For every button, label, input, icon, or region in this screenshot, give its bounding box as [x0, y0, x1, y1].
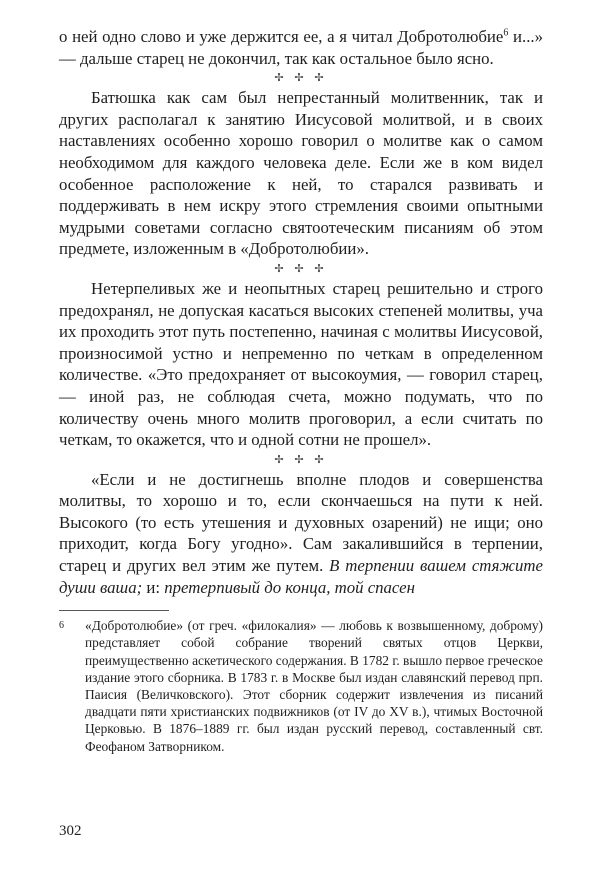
paragraph-1: о ней одно слово и уже держится ее, а я читал Добротолюбие$^6$ и...» — дальше старец не докончил, так как остальное было ясно. [59, 27, 544, 68]
footnote-text: «Добротолюбие» (от греч. «филокалия» — любовь к возвышенному, доброму) представляет собой собрание творений святых отцов Церкви, преимущественно аскетического содержания. В 1782 г. вышло первое греческое издание этого сборника. В 1783 г. в Москве был издан славянский перевод прп. Паисия (Величковского). Этот сборник содержит извлечения из писаний двадцати пяти христианских подвижников (от IV до XV в.), чтимых Восточной Церковью. В 1876–1889 гг. был издан русский перевод, составленный свт. Феофаном Затворником. [85, 618, 543, 754]
footnote [59, 617, 543, 755]
section-separator: ✢ ✢ ✢ [274, 72, 328, 85]
paragraph-4: «Если и не достигнешь вполне плодов и совершенства молитвы, то хорошо и то, если скончаешься на пути к ней. Высокого (то есть утешения и духовных озарений) не ищи; оно приходит, когда Богу угодно». Сам закалившийся в терпении, старец и других вел этим же путем. В терпении вашем стяжите души ваша; и: претерпивый до конца, той спасен [59, 469, 543, 597]
paragraph-3: Нетерпеливых же и неопытных старец решительно и строго предохранял, не допуская касаться высоких степеней молитвы, уча их проходить этот путь постепенно, начиная с молитвы Иисусовой, произносимой устно и непременно по четкам в определенном количестве. «Это предохраняет от высокоумия, — говорил старец, — иной раз, не соблюдая счета, можно подумать, что по количеству очень много молитв проговорил, а если считать по четкам, то окажется, что и одной сотни не прошел». [59, 278, 543, 450]
footnote-number: 6 [59, 620, 64, 632]
book-page [59, 26, 543, 755]
scripture-quote-1: В терпении вашем стяжите души ваша; [59, 556, 543, 597]
section-separator: ✢ ✢ ✢ [274, 262, 328, 275]
footnote-reference[interactable]: 6 [503, 27, 509, 39]
paragraph-2: Батюшка как сам был непрестанный молитвенник, так и других располагал к занятию Иисусовой молитвой, и в своих наставлениях особенно хорошо говорил о молитве как о самом необходимом для каждого человека деле. Если же в ком видел особенное расположение к ней, то старался развивать и поддерживать в нем искру этого стремления своими опытными мудрыми советами согласно святоотеческим писаниям об этом предмете, изложенным в «Добротолюбии». [59, 88, 543, 259]
footnote-divider [59, 610, 169, 611]
scripture-quote-2: претерпивый до конца, той спасен [164, 577, 415, 597]
main-text [59, 26, 543, 598]
page-number: 302 [59, 823, 82, 839]
section-separator: ✢ ✢ ✢ [274, 453, 328, 466]
